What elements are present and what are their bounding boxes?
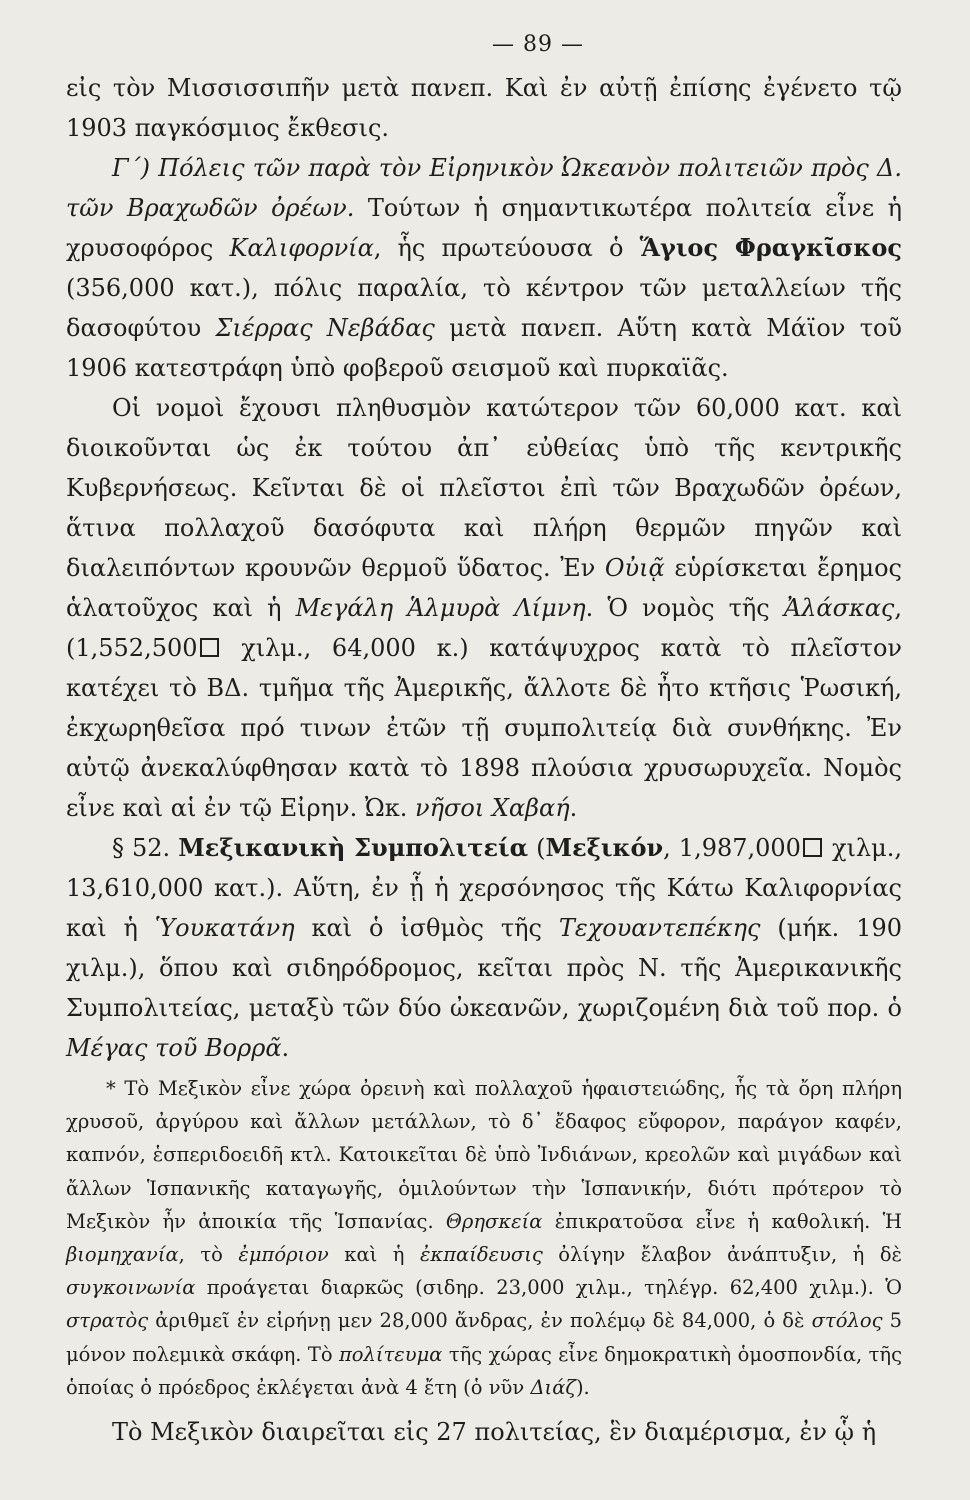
paragraph-1: εἰς τὸν Μισσισσιπῆν μετὰ πανεπ. Καὶ ἐν αὐτῇ ἐπίσης ἐγένετο τῷ 1903 παγκόσμιος ἔκθεσις. (66, 74, 902, 142)
paragraph-3: Οἱ νομοὶ ἔχουσι πληθυσμὸν κατώτερον τῶν 60,000 κατ. καὶ διοικοῦνται ὡς ἐκ τούτου ἀπ᾽ εὐθείας ὑπὸ τῆς κεντρικῆς Κυβερνήσεως. Κεῖνται δὲ οἱ πλεῖστοι ἐπὶ τῶν Βραχωδῶν ὀρέων, ἅτινα πολλαχοῦ δασόφυτα καὶ πλήρη θερμῶν πηγῶν καὶ διαλειπόντων κρουνῶν θερμοῦ ὕδατος. Ἐν Οὐιᾷ εὑρίσκεται ἔρημος ἁλατοῦχος καὶ ἡ Μεγάλη Ἁλμυρὰ Λίμνη. Ὁ νομὸς τῆς Ἀλάσκας, (1,552,500 χιλμ., 64,000 κ.) κατάψυχρος κατὰ τὸ πλεῖστον κατέχει τὸ ΒΔ. τμῆμα τῆς Ἀμερικῆς, ἄλλοτε δὲ ἦτο κτῆσις Ῥωσική, ἐκχωρηθεῖσα πρό τινων ἐτῶν τῇ συμπολιτείᾳ διὰ συνθήκης. Ἐν αὐτῷ ἀνεκαλύφθησαν κατὰ τὸ 1898 πλούσια χρυσωρυχεῖα. Νομὸς εἶνε καὶ αἱ ἐν τῷ Εἰρην. Ὠκ. νῆσοι Χαβαή. (66, 394, 902, 822)
section-heading-g: Γ΄) Πόλεις τῶν παρὰ τὸν Εἰρηνικὸν Ὠκεανὸν πολιτειῶν πρὸς Δ. τῶν Βραχωδῶν ὀρέων. (66, 154, 902, 222)
page-number: — 89 — (492, 32, 584, 57)
last-line: Τὸ Μεξικὸν διαιρεῖται εἰς 27 πολιτείας, ἓν διαμέρισμα, ἐν ᾧ ἡ (112, 1418, 877, 1447)
paragraph-2: Γ΄) Πόλεις τῶν παρὰ τὸν Εἰρηνικὸν Ὠκεανὸν πολιτειῶν πρὸς Δ. τῶν Βραχωδῶν ὀρέων. Τούτων ἡ σημαντικωτέρα πολιτεία εἶνε ἡ χρυσοφόρος Καλιφορνία, ἧς πρωτεύουσα ὁ Ἅγιος Φραγκῖσκος (356,000 κατ.), πόλις παραλία, τὸ κέντρον τῶν μεταλλείων τῆς δασοφύτου Σιέρρας Νεβάδας μετὰ πανεπ. Αὕτη κατὰ Μάϊον τοῦ 1906 κατεστράφη ὑπὸ φοβεροῦ σεισμοῦ καὶ πυρκαϊᾶς. (66, 154, 903, 382)
footnote-paragraph: * Τὸ Μεξικὸν εἶνε χώρα ὀρεινὴ καὶ πολλαχοῦ ἡφαιστειώδης, ἧς τὰ ὄρη πλήρη χρυσοῦ, ἀργύρου καὶ ἄλλων μετάλλων, τὸ δ᾽ ἔδαφος εὔφορον, παράγον καφέν, καπνόν, ἑσπεριδοειδῆ κτλ. Κατοικεῖται δὲ ὑπὸ Ἰνδιάνων, κρεολῶν καὶ μιγάδων καὶ ἄλλων Ἱσπανικῆς καταγωγῆς, ὁμιλούντων τὴν Ἱσπανικήν, διότι πρότερον τὸ Μεξικὸν ἦν ἀποικία τῆς Ἱσπανίας. Θρησκεία ἐπικρατοῦσα εἶνε ἡ καθολική. Ἡ βιομηχανία, τὸ ἐμπόριον καὶ ἡ ἐκπαίδευσις ὀλίγην ἔλαβον ἀνάπτυξιν, ἡ δὲ συγκοινωνία προάγεται διαρκῶς (σιδηρ. 23,000 χιλμ., τηλέγρ. 62,400 χιλμ.). Ὁ στρατὸς ἀριθμεῖ ἐν εἰρήνῃ μεν 28,000 ἄνδρας, ἐν πολέμῳ δὲ 84,000, ὁ δὲ στόλος 5 μόνον πολεμικὰ σκάφη. Τὸ πολίτευμα τῆς χώρας εἶνε δημοκρατικὴ ὁμοσπονδία, τῆς ὁποίας ὁ πρόεδρος ἐκλέγεται ἀνὰ 4 ἔτη (ὁ νῦν Διάζ). (66, 1077, 903, 1399)
san-francisco-name: Ἅγιος Φραγκῖσκος (639, 233, 902, 262)
footnote (66, 1072, 902, 1404)
continuation-text (66, 1412, 902, 1452)
main-text (66, 68, 902, 1068)
section-number: § 52. (112, 834, 179, 862)
paragraph-4: § 52. Μεξικανικὴ Συμπολιτεία (Μεξικόν, 1,987,000 χιλμ., 13,610,000 κατ.). Αὕτη, ἐν ᾗ ἡ χερσόνησος τῆς Κάτω Καλιφορνίας καὶ ἡ Ὑουκατάνη καὶ ὁ ἰσθμὸς τῆς Τεχουαντεπέκης (μήκ. 190 χιλμ.), ὅπου καὶ σιδηρόδρομος, κεῖται πρὸς Ν. τῆς Ἀμερικανικῆς Συμπολιτείας, μεταξὺ τῶν δύο ὠκεανῶν, χωριζομένη διὰ τοῦ πορ. ὁ Μέγας τοῦ Βορρᾶ. (66, 833, 902, 1062)
square-symbol-icon (200, 638, 219, 657)
section-title: Μεξικανικὴ Συμπολιτεία (178, 833, 529, 862)
square-symbol-icon (803, 838, 822, 857)
